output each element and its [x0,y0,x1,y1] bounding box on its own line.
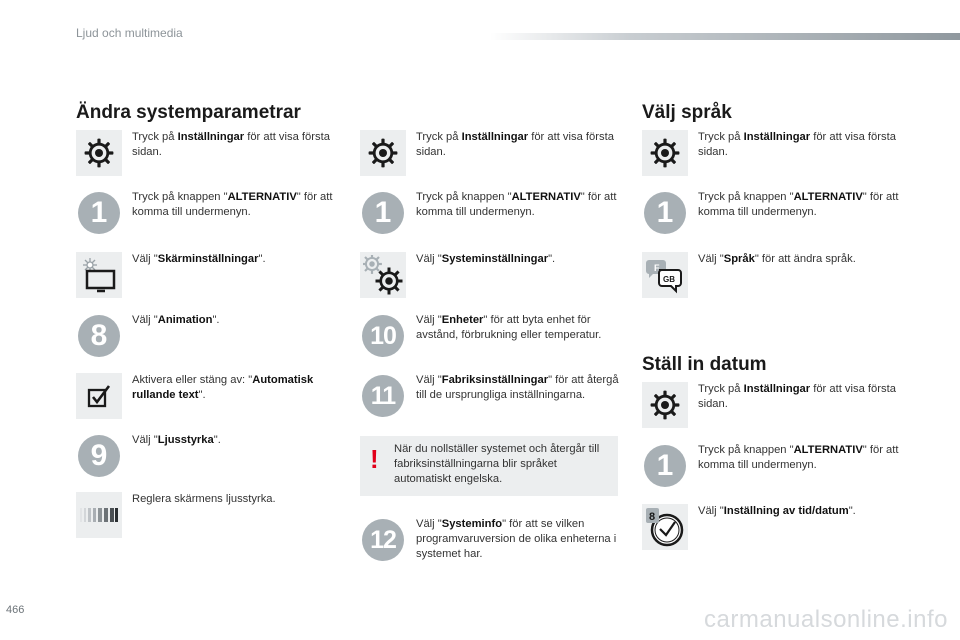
section-title-language: Välj språk [642,102,732,123]
language-letter-gb: GB [663,275,675,284]
header-title: Ljud och multimedia [76,26,183,40]
step-number-icon[interactable]: 9 [78,435,120,477]
step-text: Tryck på Inställningar för att visa första sidan. [698,131,896,158]
step-text: Tryck på knappen "ALTERNATIV" för att komma till undermenyn. [132,191,333,218]
step-text: Välj "Systeminställningar". [416,253,556,265]
warning-text: När du nollställer systemet och återgår till fabriksinställningarna blir språket automatiskt engelska. [394,443,600,485]
step-text: Välj "Fabriksinställningar" för att återgå till de ursprungliga inställningarna. [416,374,619,401]
language-bubbles-icon[interactable] [642,252,688,298]
step-number-icon[interactable]: 1 [362,192,404,234]
step-text: Aktivera eller stäng av: "Automatisk rullande text". [132,374,314,401]
watermark: carmanualsonline.info [704,606,948,633]
warning-note [360,436,618,496]
system-settings-gears-icon[interactable] [360,252,406,298]
clock-badge-number: 8 [649,511,656,523]
section-title-date: Ställ in datum [642,354,767,375]
page-number: 466 [6,604,25,616]
step-number-icon[interactable]: 1 [644,445,686,487]
step-text: Tryck på Inställningar för att visa första sidan. [416,131,614,158]
settings-gear-icon[interactable] [642,382,688,428]
section-title-system: Ändra systemparametrar [76,102,301,123]
step-text: Välj "Språk" för att ändra språk. [698,253,856,265]
step-text: Tryck på knappen "ALTERNATIV" för att komma till undermenyn. [698,191,899,218]
settings-gear-icon[interactable] [642,130,688,176]
step-number-icon[interactable]: 1 [78,192,120,234]
step-text: Välj "Animation". [132,314,220,326]
step-text: Reglera skärmens ljusstyrka. [132,493,276,505]
step-text: Tryck på knappen "ALTERNATIV" för att komma till undermenyn. [416,191,617,218]
step-text: Välj "Skärminställningar". [132,253,266,265]
brightness-bars-icon[interactable] [76,492,122,538]
step-text: Välj "Enheter" för att byta enhet för avstånd, förbrukning eller temperatur. [416,314,602,341]
step-text: Tryck på Inställningar för att visa första sidan. [132,131,330,158]
step-number-icon[interactable]: 11 [362,375,404,417]
step-text: Välj "Systeminfo" för att se vilken programvaruversion de olika enheterna i systemet har. [416,518,617,560]
clock-icon[interactable] [642,504,688,550]
settings-gear-icon[interactable] [360,130,406,176]
header-rule [490,33,960,40]
screen-settings-icon[interactable] [76,252,122,298]
step-text: Välj "Inställning av tid/datum". [698,505,856,517]
language-letter-f: F [654,263,660,273]
step-text: Tryck på Inställningar för att visa första sidan. [698,383,896,410]
checkbox-icon[interactable] [76,373,122,419]
warning-icon: ! [370,444,379,474]
step-number-icon[interactable]: 1 [644,192,686,234]
step-text: Välj "Ljusstyrka". [132,434,221,446]
step-number-icon[interactable]: 12 [362,519,404,561]
step-number-icon[interactable]: 8 [78,315,120,357]
step-number-icon[interactable]: 10 [362,315,404,357]
settings-gear-icon[interactable] [76,130,122,176]
step-text: Tryck på knappen "ALTERNATIV" för att komma till undermenyn. [698,444,899,471]
